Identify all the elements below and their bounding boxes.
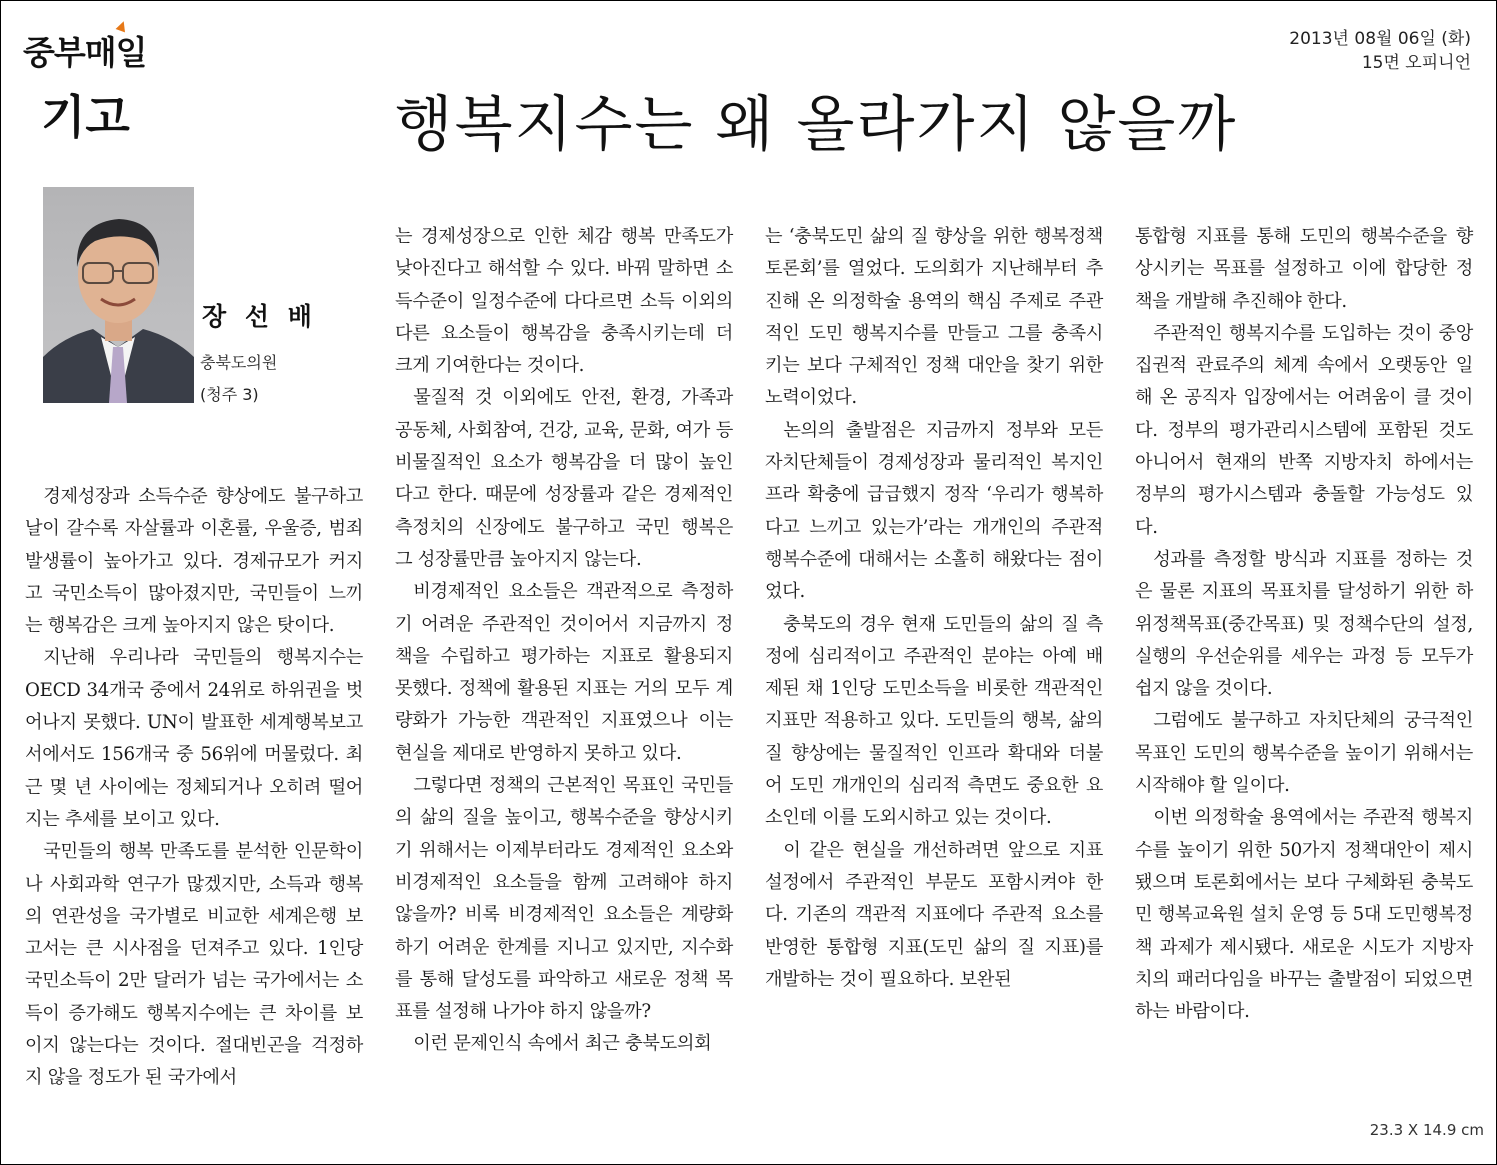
paragraph: 이런 문제인식 속에서 최근 충북도의회 xyxy=(413,1033,712,1055)
paragraph: 주관적인 행복지수를 도입하는 것이 중앙집권적 관료주의 체계 속에서 오랫동안 일해 온 공직자 입장에서는 어려움이 클 것이다. 정부의 평가관리시스템에 포함된 것도 아니어서 현재의 반쪽 지방자치 하에서는 정부의 평가시스템과 충돌할 가능성도 있다. xyxy=(1135,322,1473,538)
paragraph: 이번 의정학술 용역에서는 주관적 행복지수를 높이기 위한 50가지 정책대안이 제시됐으며 토론회에서는 보다 구체화된 충북도민 행복교육원 설치 운영 등 5대 도민행복정책 과제가 제시됐다. 새로운 시도가 지방자치의 패러다임을 바꾸는 출발점이 되었으면 하는 바람이다. xyxy=(1135,807,1473,1023)
paragraph: 물질적 것 이외에도 안전, 환경, 가족과 공동체, 사회참여, 건강, 교육, 문화, 여가 등 비물질적인 요소가 행복감을 더 많이 높인다고 한다. 때문에 성장률과 같은 경제적인 측정치의 신장에도 불구하고 국민 행복은 그 성장률만큼 높아지지 않는다. xyxy=(395,387,733,570)
section-label: 기고 xyxy=(41,90,130,144)
paragraph: 논의의 출발점은 지금까지 정부와 모든 자치단체들이 경제성장과 물리적인 복지인프라 확충에 급급했지 정작 ‘우리가 행복하다고 느끼고 있는가’라는 개개인의 주관적 행복수준에 대해서는 소홀히 해왔다는 점이었다. xyxy=(765,419,1103,603)
clipping-dimensions: 23.3 X 14.9 cm xyxy=(1369,1121,1484,1139)
paragraph: 통합형 지표를 통해 도민의 행복수준을 향상시키는 목표를 설정하고 이에 합당한 정책을 개발해 추진해야 한다. xyxy=(1135,226,1473,312)
article-column-1 xyxy=(25,481,363,1095)
paragraph: 는 경제성장으로 인한 체감 행복 만족도가 낮아진다고 해석할 수 있다. 바꿔 말하면 소득수준이 일정수준에 다다르면 소득 이외의 다른 요소들이 행복감을 충족시키는데 더 크게 기여한다는 것이다. xyxy=(395,226,733,377)
paragraph: 경제성장과 소득수준 향상에도 불구하고 날이 갈수록 자살률과 이혼률, 우울증, 범죄 발생률이 높아가고 있다. 경제규모가 커지고 국민소득이 많아졌지만, 국민들이 느끼는 행복감은 크게 높아지지 않은 탓이다. xyxy=(25,486,363,637)
paragraph: 충북도의 경우 현재 도민들의 삶의 질 측정에 심리적이고 주관적인 분야는 아예 배제된 채 1인당 도민소득을 비롯한 객관적인 지표만 적용하고 있다. 도민들의 행복, 삶의 질 향상에는 물질적인 인프라 확대와 더불어 도민 개개인의 심리적 측면도 중요한 요소인데 이를 도외시하고 있는 것이다. xyxy=(765,613,1103,829)
paragraph: 는 ‘충북도민 삶의 질 향상을 위한 행복정책 토론회’를 열었다. 도의회가 지난해부터 추진해 온 의정학술 용역의 핵심 주제로 주관적인 도민 행복지수를 만들고 그를 충족시키는 보다 구체적인 정책 대안을 찾기 위한 노력이었다. xyxy=(765,226,1103,409)
paragraph: 성과를 측정할 방식과 지표를 정하는 것은 물론 지표의 목표치를 달성하기 위한 하위정책목표(중간목표) 및 정책수단의 설정, 실행의 우선순위를 세우는 과정 등 모두가 쉽지 않을 것이다. xyxy=(1135,548,1473,700)
issue-date: 2013년 08월 06일 (화) xyxy=(1289,29,1471,49)
author-photo xyxy=(43,187,194,403)
author-name: 장 선 배 xyxy=(202,302,317,331)
author-portrait-illustration xyxy=(43,187,194,403)
paragraph: 그럼에도 불구하고 자치단체의 궁극적인 목표인 도민의 행복수준을 높이기 위해서는 시작해야 할 일이다. xyxy=(1135,710,1473,797)
paragraph: 그렇다면 정책의 근본적인 목표인 국민들의 삶의 질을 높이고, 행복수준을 향상시키기 위해서는 이제부터라도 경제적인 요소와 비경제적인 요소들을 함께 고려해야 하지 않을까? 비록 비경제적인 요소들은 계량화하기 어려운 한계를 지니고 있지만, 지수화를 통해 달성도를 파악하고 새로운 정책 목표를 설정해 나가야 하지 않을까? xyxy=(395,775,733,1023)
article-headline: 행복지수는 왜 올라가지 않을까 xyxy=(394,90,1238,160)
article-column-3 xyxy=(765,221,1103,996)
article-column-4 xyxy=(1135,221,1473,1028)
author-affiliation xyxy=(200,347,277,411)
page-section-info: 15면 오피니언 xyxy=(1361,53,1471,73)
paragraph: 이 같은 현실을 개선하려면 앞으로 지표 설정에서 주관적인 부문도 포함시켜야 한다. 기존의 객관적 지표에다 주관적 요소를 반영한 통합형 지표(도민 삶의 질 지표)를 개발하는 것이 필요하다. 보완된 xyxy=(765,839,1103,990)
paragraph: 국민들의 행복 만족도를 분석한 인문학이나 사회과학 연구가 많겠지만, 소득과 행복의 연관성을 국가별로 비교한 세계은행 보고서는 큰 시사점을 던져주고 있다. 1인당 국민소득이 2만 달러가 넘는 국가에서는 소득이 증가해도 행복지수에는 큰 차이를 보이지 않는다는 것이다. 절대빈곤을 걱정하지 않을 정도가 된 국가에서 xyxy=(25,841,363,1089)
author-title: 충북도의원 xyxy=(200,353,278,372)
newspaper-logo: 중부매일 xyxy=(23,33,147,72)
author-district: (청주 3) xyxy=(200,385,259,404)
paragraph: 비경제적인 요소들은 객관적으로 측정하기 어려운 주관적인 것이어서 지금까지 정책을 수립하고 평가하는 지표로 활용되지 못했다. 정책에 활용된 지표는 거의 모두 계량화가 가능한 객관적인 지표였으나 이는 현실을 제대로 반영하지 못하고 있다. xyxy=(395,581,733,764)
paragraph: 지난해 우리나라 국민들의 행복지수는 OECD 34개국 중에서 24위로 하위권을 벗어나지 못했다. UN이 발표한 세계행복보고서에서도 156개국 중 56위에 머물렀다. 최근 몇 년 사이에는 정체되거나 오히려 떨어지는 추세를 보이고 있다. xyxy=(25,647,363,830)
issue-meta xyxy=(1289,27,1471,75)
article-column-2 xyxy=(395,221,733,1061)
